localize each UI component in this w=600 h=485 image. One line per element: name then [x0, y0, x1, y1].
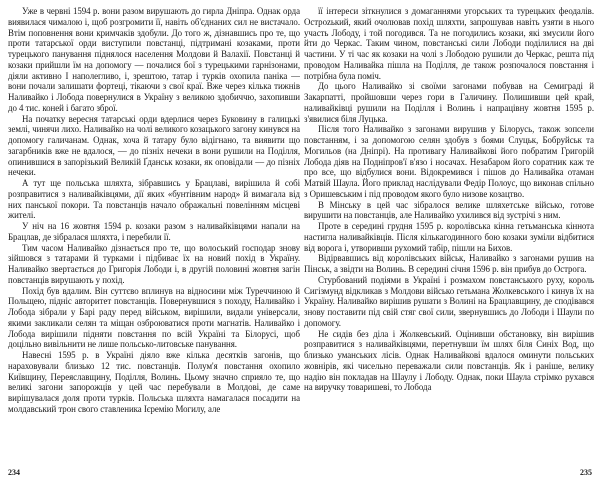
paragraph: А тут ще польська шляхта, зібравшись у Брацлаві, вирішила й собі розправитися з наливайківцями, дії яких «бунтівним народ» й вимагала від них панської покори. Та повстанців начало ображальні повелінням місцеві жителі. — [8, 178, 300, 221]
paragraph: Тим часом Наливайко дізнається про те, що волоський господар знову зійшовся з татарами й турками і підбиває їх на новий похід в Україну. Наливайко звертається до Григорія Лободи і, в другій половині жовтня загін повстанців вирушають у похід. — [8, 242, 300, 285]
left-page — [8, 6, 300, 476]
paragraph: Проте в середині грудня 1595 р. королівська кінна гетьманська кіннота настигла наливайківців. Після кількагодинного бою козаки зуміли відбитися від ворога і, утворивши рухомий табір, пішли на Бихов. — [304, 221, 594, 253]
paragraph: Навесні 1595 р. в Україні діяло вже кілька десятків загонів, що нараховували близько 12 тис. повстанців. Полум'я повстання охопило Київщину, Переяславщину, Поділля, Волинь. Цьому значно сприяло те, що великі загони запорожців у цей час перебували в Молдові, де саме вирішувалася доля проти турків. Польська шляхта намагалася посадити на молдавський трон свого ставленика Ієремію Могилу, але — [8, 350, 300, 414]
paragraph: В Мінську в цей час зібралося велике шляхетське військо, готове вирушити на повстанців, але Наливайко ухилився від зустрічі з ним. — [304, 199, 594, 221]
paragraph: До цього Наливайко зі своїми загонами побував на Семиграді й Закарпатті, пройшовши через гори в Галичину. Полишивши цей край, наливайківці рушили на Поділля і Волинь і напрацівну жовтня 1595 р. з'явилися біля Луцька. — [304, 81, 594, 124]
left-page-text — [8, 6, 300, 415]
paragraph: Не сидів без діла і Жолкевський. Оцінивши обстановку, він вирішив розправитися з наливайківцями, перетнувши їм шлях біля Синіх Вод, що близько уманських лісів. Однак Наливайкові вдалося оминути польських жовнірів, які чисельно переважали сили повстанців. Як і раніше, велику надію він покладав на Шаулу і Лободу. Однак, поки Шаула стрімко рухався на виручку товаришеві, то Лобода — [304, 328, 594, 393]
paragraph: Похід був вдалим. Він суттєво вплинув на відносини між Туреччиною й Польщею, підніс авторитет повстанців. Повернувшися з походу, Наливайко і Лобода зібрали у Барі раду перед військом, вирішили, видали універсали, якими закликали селян та міщан озброюватися проти магнатів. Наливайко і Лобода вирішили підняти повстання по всій Україні та Білорусі, щоб доцільно вивільнити не лише польсько-литовське панування. — [8, 285, 300, 350]
paragraph: її інтереси зіткнулися з домаганнями угорських та турецьких феодалів. Остроzький, який очолював похід шляхти, запрошував навіть узяти в нього участь Лободу, і той погодився. Та не погодились козаки, які змусили його йти до Черкас. Таким чином, повстанські сили Лободи поділилися на дві частини. У ті час як козаки на чолі з Лободою рушили до Черкас, решта під проводом Наливайка пішла на Поділля, де також розпочалося повстання і потрібна була поміч. — [304, 6, 594, 81]
paragraph: На початку вересня татарські орди вдерлися через Буковину в галицькі землі, чинячи лихо. Наливайко на чолі великого козацького загону кинувся на допомогу галичанам. Однак, хоча й татару було відігнано, та виявити що загарбників вже не вдалося, — до пізніх нечеки в вони рушили на Поділля, опинившися в запорізький Великій Ґданськ козаки, як оповідали — до пізніх нечеки. — [8, 113, 300, 178]
page-number-right: 235 — [580, 468, 592, 477]
paragraph: У ніч на 16 жовтня 1594 р. козаки разом з наливайківцями напали на Брацлав, де зібралася шляхта, і перебили її. — [8, 221, 300, 242]
page-number-left: 234 — [8, 468, 20, 477]
paragraph: Після того Наливайко з загонами вирушив у Білорусь, також зопсели повстанням, і за допомогою селян здобув з боями Слуцьк, Бобруйськ та Могильов (на Дніпрі). На противагу Наливайкові його побратим Григорій Лобода діяв на Подніпров'ї в'язо і носачах. Незабаром його соратник каж те про все, що відбулися вони. Відокремився і пішов до Наливайка отаман Матвій Шаула. Його приклад наслідували Федір Полоус, що виконав спільно з Оришевським і під проводом якого було низове козацтво. — [304, 124, 594, 199]
right-page-text — [304, 6, 594, 393]
right-page — [304, 6, 594, 476]
paragraph: Відірвавшись від королівських військ, Наливайко з загонами рушив на Пінськ, а звідти на Волинь. В середині січня 1596 р. він прибув до Острога. — [304, 253, 594, 274]
paragraph: Уже в червні 1594 р. вони разом вирушають до гирла Дніпра. Однак орда виявилася чималою і, щоб розгромити її, навіть об'єднаних сил не вистачало. Втім поповнення вони кримчаків здобули. До того ж, дізнавшись про те, що проти татарської орди виступили повстанці, підтримані козаками, проти турецького панування піднялося населення Молдови й Валахії. Повстанці й козаки прийшли їм на допомогу — почалися бої з турецькими гарнізонами, діяли активно І наполегливо, і, зрештою, татар і турків охопила паніка — вони почали залишати фортеці, тікаючи з свої краї. Вже через кілька тижнів Наливайко і Лобода повернулися в Україну з великою здобиччю, захопивши до 4 тис. коней і багато зброї. — [8, 6, 300, 113]
paragraph: Стурбований подіями в Україні і розмахом повстанського руху, король Сигізмунд відкликав з Молдови військо гетьмана Жолкевського і кинув їх на Україну. Наливайко вирішив рушати з Волині на Брацлавщину, де сподівався знову поставити під свій стяг свої сили, звернувшись до Лободи і Шаули по допомогу. — [304, 274, 594, 328]
